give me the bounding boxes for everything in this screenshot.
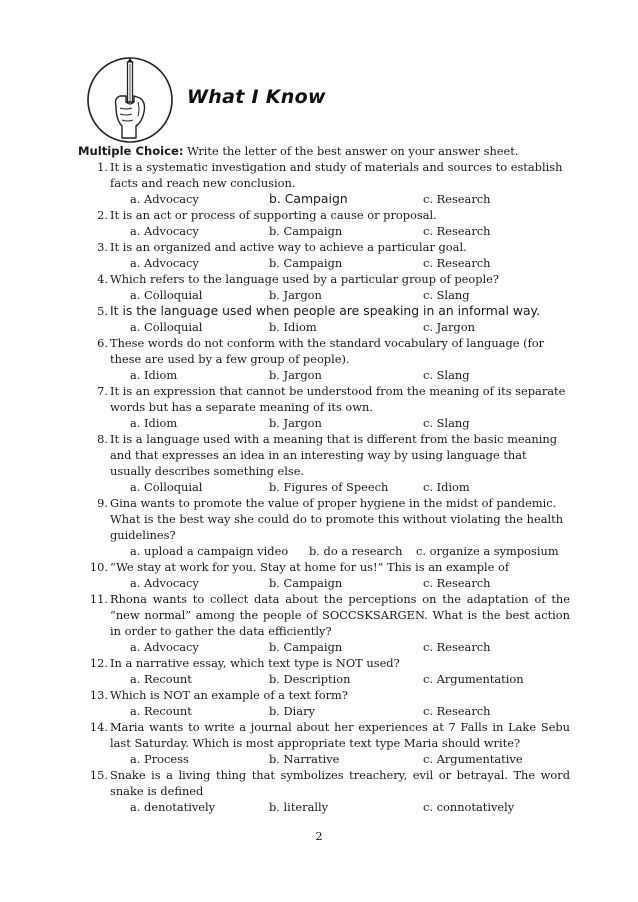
choice-a: a. upload a campaign video (130, 544, 289, 558)
choice-b: b. Narrative (269, 752, 340, 766)
question-text: It is an organized and active way to achieve a particular goal. (110, 240, 467, 254)
choice-a: a. Recount (130, 704, 192, 718)
choice-a: a. Advocacy (130, 576, 199, 590)
choice-b: b. Campaign (269, 256, 343, 270)
choice-c: c. connotatively (423, 800, 515, 814)
question-item (78, 207, 570, 239)
choice-a: a. Idiom (130, 416, 178, 430)
question-item (78, 335, 570, 383)
question-number: 4. (97, 272, 108, 286)
choices-row (110, 287, 570, 303)
question-number: 8. (97, 432, 108, 446)
choice-c: c. Slang (423, 416, 470, 430)
question-text: Rhona wants to collect data about the perceptions on the adaptation of the “new normal” among the people of SOCCSKSARGEN. What is the best action in order to gather the data efficiently? (110, 592, 570, 638)
question-item (78, 271, 570, 303)
question-text: Gina wants to promote the value of proper hygiene in the midst of pandemic. What is the best way she could do to promote this without violating the health guidelines? (110, 496, 564, 542)
question-item (78, 559, 570, 591)
choices-row (110, 255, 570, 271)
choices-row (110, 479, 570, 495)
question-number: 13. (89, 688, 108, 702)
question-number: 6. (97, 336, 108, 350)
choice-a: a. Advocacy (130, 640, 199, 654)
question-text: Maria wants to write a journal about her experiences at 7 Falls in Lake Sebu last Saturday. Which is most appropriate text type Maria should write? (110, 720, 570, 750)
instructions (78, 143, 568, 159)
question-number: 12. (89, 656, 108, 670)
choice-c: c. Slang (423, 288, 470, 302)
question-item (78, 431, 570, 495)
question-text: Snake is a living thing that symbolizes treachery, evil or betrayal. The word snake is defined (110, 768, 570, 798)
choice-c: c. Research (423, 192, 491, 206)
instructions-text: Write the letter of the best answer on your answer sheet. (183, 144, 519, 158)
choice-b: b. Jargon (269, 416, 322, 430)
question-text: “We stay at work for you. Stay at home for us!” This is an example of (110, 560, 510, 574)
choice-a: a. Colloquial (130, 320, 203, 334)
choice-a: a. Recount (130, 672, 192, 686)
question-item (78, 719, 570, 767)
choice-c: c. Research (423, 640, 491, 654)
choices-row (110, 751, 570, 767)
question-text: It is a language used with a meaning that is different from the basic meaning and that expresses an idea in an interesting way by using language that usually describes something else. (110, 432, 558, 478)
question-number: 2. (97, 208, 108, 222)
question-item (78, 383, 570, 431)
question-text: It is an expression that cannot be understood from the meaning of its separate words but has a separate meaning of its own. (110, 384, 566, 414)
choices-row (110, 415, 570, 431)
question-item (78, 159, 570, 207)
choice-b: b. Campaign (269, 224, 343, 238)
choices-row (110, 319, 570, 335)
question-number: 15. (89, 768, 108, 782)
choices-row (110, 367, 570, 383)
choice-b: b. Figures of Speech (269, 480, 389, 494)
choices-row (110, 191, 570, 207)
question-number: 9. (97, 496, 108, 510)
choice-c: c. Research (423, 256, 491, 270)
question-item (78, 687, 570, 719)
choice-c: c. Argumentative (423, 752, 523, 766)
choices-row (110, 543, 570, 559)
choice-b: b. Description (269, 672, 351, 686)
page-number: 2 (315, 829, 323, 843)
question-number: 14. (89, 720, 108, 734)
choice-a: a. Colloquial (130, 288, 203, 302)
choices-row (110, 703, 570, 719)
choice-b: b. Jargon (269, 368, 322, 382)
question-item (78, 767, 570, 815)
choice-c: c. Research (423, 224, 491, 238)
choice-c: c. Slang (423, 368, 470, 382)
choice-c: c. Jargon (423, 320, 475, 334)
choice-b: b. Diary (269, 704, 315, 718)
hand-holding-pencil-icon (86, 56, 174, 144)
question-text: Which refers to the language used by a particular group of people? (110, 272, 500, 286)
choices-row (110, 575, 570, 591)
choices-row (110, 671, 570, 687)
question-number: 1. (97, 160, 108, 174)
header (0, 0, 638, 150)
question-item (78, 239, 570, 271)
choice-b: b. Idiom (269, 320, 317, 334)
choice-a: a. Advocacy (130, 224, 199, 238)
choice-c: c. Research (423, 576, 491, 590)
choice-c: c. Research (423, 704, 491, 718)
choice-a: a. Colloquial (130, 480, 203, 494)
choices-row (110, 639, 570, 655)
question-text: In a narrative essay, which text type is NOT used? (110, 656, 400, 670)
choice-a: a. Advocacy (130, 192, 199, 206)
choice-b: b. literally (269, 800, 329, 814)
choice-a: a. Process (130, 752, 189, 766)
instructions-label: Multiple Choice: (78, 144, 184, 158)
choice-b: b. Campaign (269, 576, 343, 590)
choice-b: b. Campaign (269, 640, 343, 654)
question-number: 7. (97, 384, 108, 398)
question-number: 3. (97, 240, 108, 254)
question-number: 11. (89, 592, 108, 606)
question-item (78, 495, 570, 559)
question-text: These words do not conform with the standard vocabulary of language (for these are used by a few group of people). (110, 336, 545, 366)
choice-b: b. do a research (309, 544, 403, 558)
choices-row (110, 799, 570, 815)
question-text: It is an act or process of supporting a cause or proposal. (110, 208, 437, 222)
question-item (78, 303, 570, 335)
question-list (78, 159, 570, 815)
choices-row (110, 223, 570, 239)
question-item (78, 591, 570, 655)
choice-c: c. organize a symposium (416, 544, 559, 558)
choice-a: a. Advocacy (130, 256, 199, 270)
choice-b: b. Campaign (269, 191, 348, 206)
choice-a: a. Idiom (130, 368, 178, 382)
question-text: Which is NOT an example of a text form? (110, 688, 348, 702)
choice-c: c. Argumentation (423, 672, 524, 686)
question-text: It is a systematic investigation and study of materials and sources to establish facts and reach new conclusion. (110, 160, 563, 190)
question-text: It is the language used when people are speaking in an informal way. (110, 303, 541, 318)
question-number: 10. (89, 560, 108, 574)
question-number: 5. (97, 304, 108, 318)
choice-c: c. Idiom (423, 480, 470, 494)
question-item (78, 655, 570, 687)
choice-b: b. Jargon (269, 288, 322, 302)
choice-a: a. denotatively (130, 800, 216, 814)
page-title: What I Know (187, 86, 326, 108)
